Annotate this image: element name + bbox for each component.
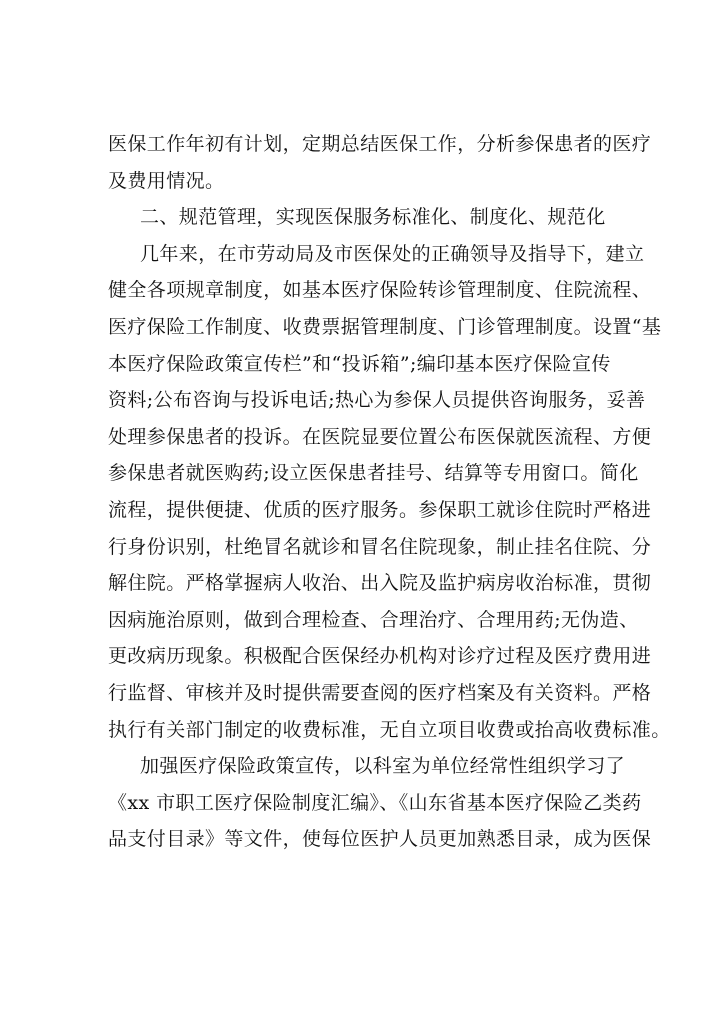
text-line: 几年来，在市劳动局及市医保处的正确领导及指导下，建立	[140, 242, 645, 265]
text-line: 解住院。严格掌握病人收治、出入院及监护病房收治标准，贯彻	[108, 572, 652, 595]
text-line: 加强医疗保险政策宣传，以科室为单位经常性组织学习了	[140, 755, 626, 778]
body-text	[108, 126, 671, 858]
text-line: 处理参保患者的投诉。在医院显要位置公布医保就医流程、方便	[108, 425, 652, 448]
text-line: 本医疗保险政策宣传栏”和“投诉箱”;编印基本医疗保险宣传	[108, 352, 611, 375]
text-line: 及费用情况。	[108, 169, 225, 192]
text-line: 资料;公布咨询与投诉电话;热心为参保人员提供咨询服务，妥善	[108, 389, 646, 412]
text-line: 医保工作年初有计划，定期总结医保工作，分析参保患者的医疗	[108, 133, 652, 155]
text-line: 更改病历现象。积极配合医保经办机构对诊疗过程及医疗费用进	[108, 645, 652, 668]
section-heading: 二、规范管理，实现医保服务标准化、制度化、规范化	[140, 206, 606, 229]
text-line: 《xx 市职工医疗保险制度汇编》、《山东省基本医疗保险乙类药	[108, 791, 642, 814]
text-line: 流程，提供便捷、优质的医疗服务。参保职工就诊住院时严格进	[108, 498, 652, 521]
text-line: 因病施治原则，做到合理检查、合理治疗、合理用药;无伪造、	[108, 608, 639, 631]
text-line: 参保患者就医购药;设立医保患者挂号、结算等专用窗口。简化	[108, 462, 639, 485]
text-line: 品支付目录》等文件，使每位医护人员更加熟悉目录，成为医保	[108, 828, 652, 851]
text-line: 执行有关部门制定的收费标准，无自立项目收费或抬高收费标准。	[108, 718, 671, 741]
text-line: 医疗保险工作制度、收费票据管理制度、门诊管理制度。设置“基	[108, 315, 662, 338]
text-line: 行身份识别，杜绝冒名就诊和冒名住院现象，制止挂名住院、分	[108, 535, 652, 558]
text-line: 行监督、审核并及时提供需要查阅的医疗档案及有关资料。严格	[108, 681, 652, 704]
text-line: 健全各项规章制度，如基本医疗保险转诊管理制度、住院流程、	[108, 279, 652, 302]
